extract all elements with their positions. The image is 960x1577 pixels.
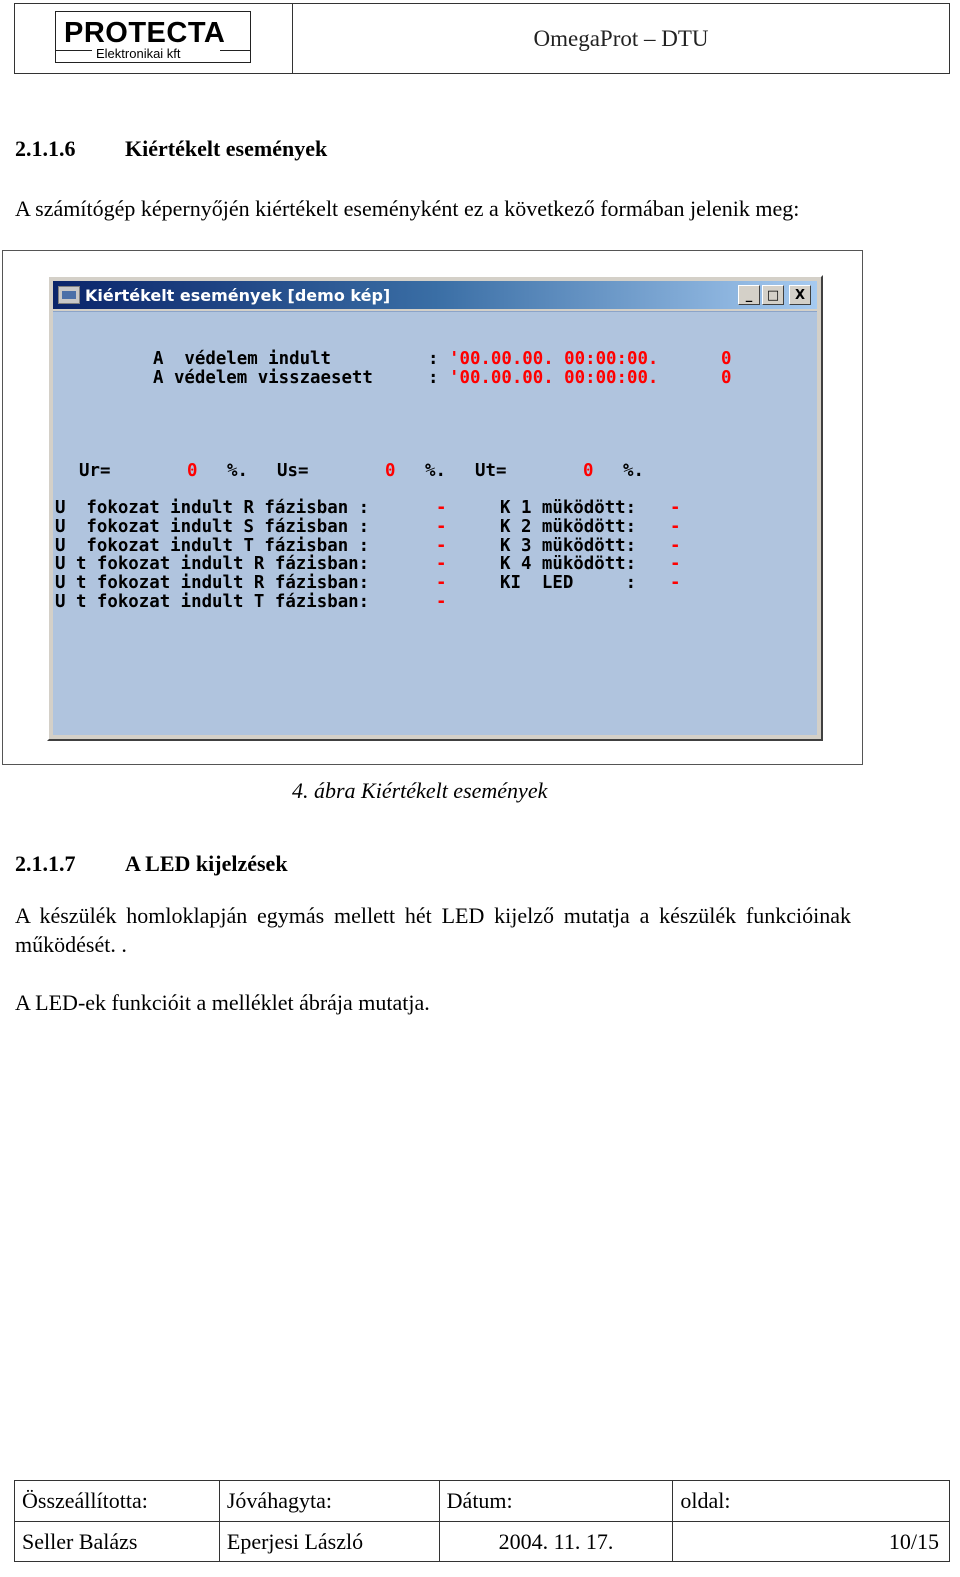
footer-value-row [15,1522,950,1562]
phase-event-value: - [436,517,447,537]
section-title: Kiértékelt események [125,136,328,161]
measurement-ur-label: Ur= [79,461,111,481]
relay-event-row: KI LED : [500,573,637,593]
logo-sub-text: Elektronikai kft [96,46,181,61]
section-text-events: A számítógép képernyőjén kiértékelt eseményként ez a következő formában jelenik meg: [15,196,800,221]
section-title: A LED kijelzések [125,851,288,876]
relay-event-value: - [670,573,681,593]
maximize-button[interactable]: □ [762,285,784,305]
phase-event-value: - [436,536,447,556]
logo-rule-right [220,50,250,51]
window-title: Kiértékelt események [demo kép] [85,285,391,305]
phase-event-value: - [436,573,447,593]
logo-main-text: PROTECTA [64,17,226,49]
protection-reset-flag: 0 [721,368,732,388]
footer-page-number: 10/15 [673,1522,950,1562]
protection-started-time: '00.00.00. 00:00:00. [449,349,659,369]
figure-caption: 4. ábra Kiértékelt események [292,778,548,803]
footer-approver: Eperjesi László [219,1522,439,1562]
footer-table [14,1480,950,1562]
relay-event-row: K 3 müködött: [500,536,637,556]
section-number: 2.1.1.6 [15,136,76,161]
window-titlebar[interactable] [53,281,817,309]
measurement-ut-label: Ut= [475,461,507,481]
relay-event-value: - [670,554,681,574]
section-heading-events [15,136,327,162]
logo-rule-left [56,50,92,51]
window-controls [738,285,811,305]
relay-event-value: - [670,498,681,518]
footer-label-date: Dátum: [439,1481,673,1522]
protection-reset-time: '00.00.00. 00:00:00. [449,368,659,388]
relay-event-row: K 2 müködött: [500,517,637,537]
measurement-us-label: Us= [277,461,309,481]
section-number: 2.1.1.7 [15,851,76,876]
measurement-ur-unit: %. [227,461,248,481]
window-client-area [53,311,817,735]
relay-event-row: K 4 müködött: [500,554,637,574]
footer-date: 2004. 11. 17. [439,1522,673,1562]
phase-event-row: U t fokozat indult R fázisban: [55,554,370,574]
document-title: OmegaProt – DTU [533,25,709,51]
measurement-ur-value: 0 [187,461,198,481]
measurement-ut-unit: %. [623,461,644,481]
company-logo [55,11,251,63]
section-text-led: A készülék homloklapján egymás mellett hét LED kijelző mutatja a készülék funkcióinak működését. . [15,903,851,957]
app-icon [58,286,80,304]
phase-event-row: U fokozat indult R fázisban : [55,498,370,518]
protection-started-row [153,350,331,369]
phase-event-row: U t fokozat indult R fázisban: [55,573,370,593]
minimize-button[interactable]: _ [738,285,760,305]
footer-label-row [15,1481,950,1522]
phase-event-row: U t fokozat indult T fázisban: [55,592,370,612]
logo-cell [15,4,293,73]
protection-started-colon: : [428,349,439,369]
relay-event-value: - [670,517,681,537]
app-window [47,275,823,741]
close-button[interactable]: X [789,285,811,305]
measurement-us-value: 0 [385,461,396,481]
protection-started-flag: 0 [721,349,732,369]
phase-event-value: - [436,498,447,518]
relay-event-row: K 1 müködött: [500,498,637,518]
protection-started-label: A védelem indult [153,349,331,369]
footer-author: Seller Balázs [15,1522,220,1562]
footer-label-page: oldal: [673,1481,950,1522]
protection-reset-label: A védelem visszaesett [153,368,373,388]
footer-label-author: Összeállította: [15,1481,220,1522]
footer-label-approver: Jóváhagyta: [219,1481,439,1522]
phase-event-value: - [436,592,447,612]
phase-event-row: U fokozat indult S fázisban : [55,517,370,537]
phase-event-value: - [436,554,447,574]
measurement-ut-value: 0 [583,461,594,481]
protection-reset-colon: : [428,368,439,388]
phase-event-row: U fokozat indult T fázisban : [55,536,370,556]
page-header [14,3,950,74]
section-text-led-ref: A LED-ek funkcióit a melléklet ábrája mutatja. [15,990,430,1015]
relay-event-value: - [670,536,681,556]
section-heading-led [15,851,288,877]
figure-frame [2,250,863,765]
measurement-us-unit: %. [425,461,446,481]
